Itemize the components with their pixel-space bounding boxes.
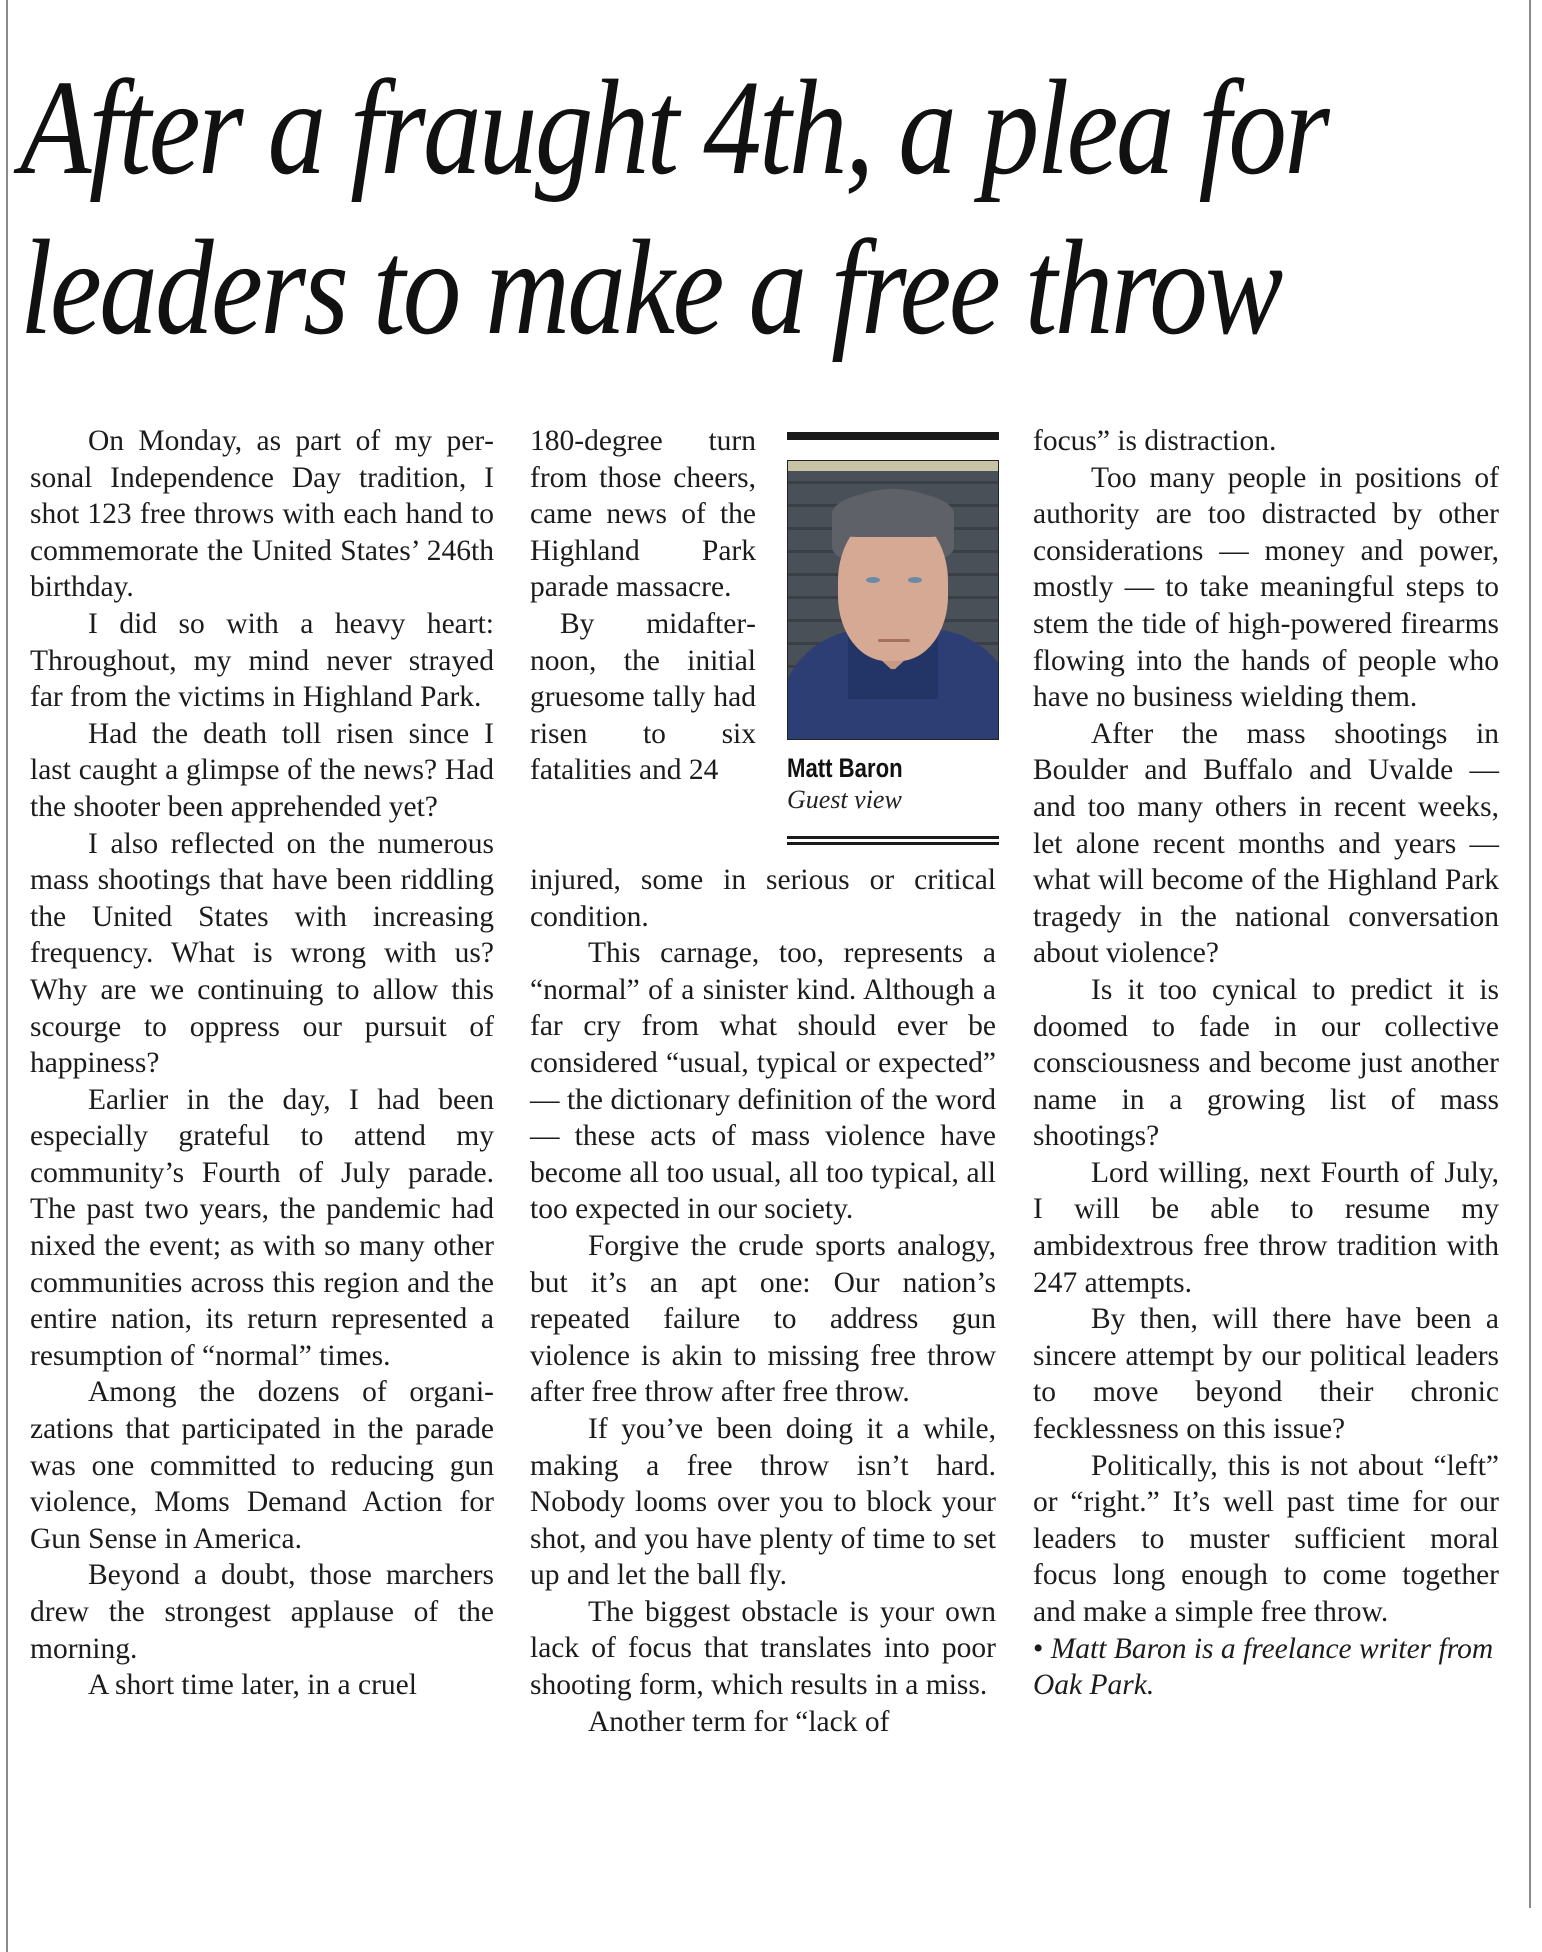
paragraph: Politically, this is not about “left” or “right.” It’s well past time for our leaders to muster sufficient moral focus long enough to come together and make a simple free throw. — [1033, 1449, 1499, 1628]
sidebar-rule-bottom — [787, 836, 999, 845]
paragraph: By midafternoon, the initial gruesome tally had risen to six fatalities and 24 — [530, 607, 756, 787]
author-photo — [787, 460, 999, 740]
author-tagline — [1033, 1631, 1499, 1704]
column-label: Guest view — [787, 785, 902, 814]
article-column-2-narrow — [530, 423, 756, 789]
author-sidebar — [787, 432, 999, 845]
headline — [20, 48, 1328, 368]
paragraph: 180-degree turn from those cheers, came news of the Highland Park parade massacre. — [530, 425, 756, 604]
paragraph: Had the death toll risen since I last caught a glimpse of the news? Had the shooter been apprehended yet? — [30, 717, 494, 823]
article-column-2 — [530, 862, 996, 1740]
paragraph: On Monday, as part of my personal Independence Day tradition, I shot 123 free throws with each hand to commemorate the United States’ 246th birthday. — [30, 425, 494, 604]
paragraph: This carnage, too, represents a “normal” of a sinister kind. Although a far cry from what should ever be considered “usual, typical or expected” — the dictionary definition of the word — these acts of mass violence have become all too usual, all too typical, all too expected in our society. — [530, 937, 996, 1226]
paragraph: A short time later, in a cruel — [88, 1669, 417, 1702]
paragraph: Too many people in positions of authority are too distracted by other considerations — money and power, mostly — to take meaningful steps to stem the tide of high-powered firearms flowing into the hands of people who have no business wielding them. — [1033, 461, 1499, 714]
paragraph: focus” is distraction. — [1033, 425, 1277, 457]
paragraph: I did so with a heavy heart: Throughout, my mind never strayed far from the victims in Highland Park. — [30, 607, 494, 714]
bullet-icon: • — [1033, 1632, 1044, 1665]
paragraph: Another term for “lack of — [588, 1705, 890, 1738]
paragraph: Earlier in the day, I had been especially grateful to attend my community’s Fourth of July parade. The past two years, the pandemic had nixed the event; as with so many other communities across this region and the entire nation, its return represented a resumption of “normal” times. — [30, 1083, 494, 1372]
paragraph: Among the dozens of organizations that participated in the parade was one committed to reducing gun violence, Moms Demand Action for Gun Sense in America. — [30, 1376, 494, 1555]
paragraph: Is it too cynical to predict it is doomed to fade in our collective consciousness and become just another name in a growing list of mass shootings? — [1033, 973, 1499, 1153]
author-name: Matt Baron — [787, 753, 903, 783]
paragraph: The biggest obstacle is your own lack of focus that translates into poor shooting form, which results in a miss. — [530, 1595, 996, 1702]
sidebar-rule-top — [787, 432, 999, 440]
paragraph: I also reflected on the numerous mass shootings that have been riddling the United States with increasing frequency. What is wrong with us? Why are we continuing to allow this scourge to oppress our pursuit of happiness? — [30, 827, 494, 1080]
paragraph: By then, will there have been a sincere attempt by our political leaders to move beyond their chronic fecklessness on this issue? — [1033, 1303, 1499, 1446]
article-column-3 — [1033, 423, 1499, 1704]
page-border-right — [1529, 0, 1531, 1908]
paragraph: If you’ve been doing it a while, making a free throw isn’t hard. Nobody looms over you to block your shot, and you have plenty of time to set up and let the ball fly. — [530, 1412, 996, 1592]
paragraph: Lord willing, next Fourth of July, I will be able to resume my ambidextrous free throw tradition with 247 attempts. — [1033, 1156, 1499, 1299]
article-column-1 — [30, 423, 494, 1704]
headline-line-2: leaders to make a free throw — [20, 213, 1281, 363]
paragraph: injured, some in serious or critical condition. — [530, 864, 996, 933]
paragraph: Forgive the crude sports analogy, but it’s an apt one: Our nation’s repeated failure to address gun violence is akin to missing free throw after free throw after free throw. — [530, 1229, 996, 1409]
headline-line-1: After a fraught 4th, a plea for — [20, 53, 1328, 203]
tagline-text: Matt Baron is a freelance writer from Oak Park. — [1033, 1632, 1494, 1702]
page-border-left — [6, 0, 8, 1952]
paragraph: After the mass shootings in Boulder and Buffalo and Uvalde — and too many others in recent weeks, let alone recent months and years — what will become of the Highland Park tragedy in the national conversation about violence? — [1033, 717, 1499, 970]
paragraph: Beyond a doubt, those marchers drew the strongest applause of the morning. — [30, 1559, 494, 1665]
